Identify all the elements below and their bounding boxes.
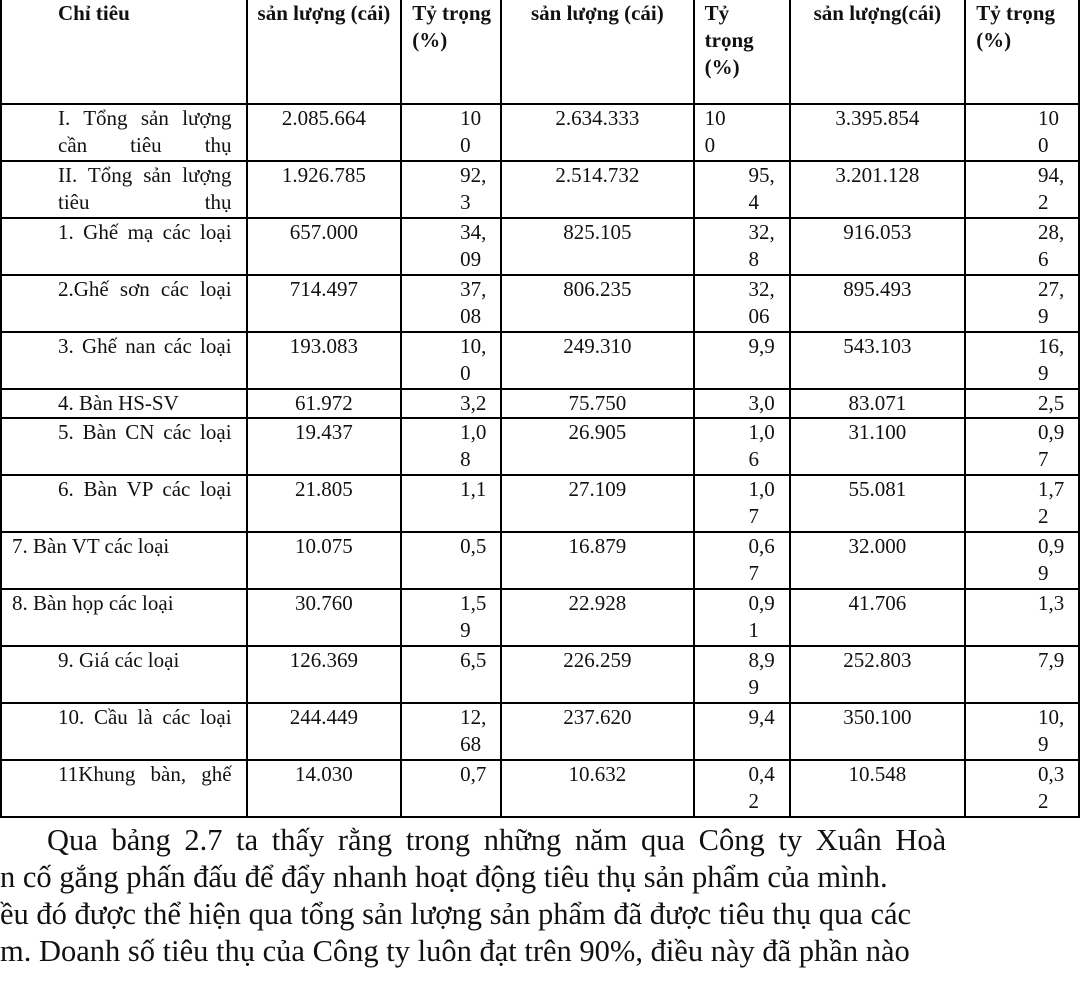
row-pct-1-cell: 1,1 [401,475,501,532]
row-qty-1-cell: 14.030 [247,760,402,817]
header-pct-1: Tỷ trọng (%) [401,0,501,104]
table-header-row [1,0,1079,104]
row-name-cell: 7. Bàn VT các loại [1,532,247,589]
body-paragraph [0,822,1080,990]
row-qty-1-cell: 244.449 [247,703,402,760]
row-pct-3-cell: 10,9 [965,703,1079,760]
row-name-cell: 6. Bàn VP các loại [1,475,247,532]
table-row [1,332,1079,389]
table-row [1,161,1079,218]
row-name-cell: 3. Ghế nan các loại [1,332,247,389]
row-qty-2-cell: 26.905 [501,418,694,475]
row-qty-1-cell: 714.497 [247,275,402,332]
row-qty-2-cell: 2.514.732 [501,161,694,218]
row-name-cell: II. Tổng sản lượng tiêu thụ [1,161,247,218]
row-qty-1-cell: 657.000 [247,218,402,275]
row-qty-2-cell: 226.259 [501,646,694,703]
row-qty-3-cell: 252.803 [790,646,966,703]
row-qty-3-cell: 916.053 [790,218,966,275]
row-qty-2-cell: 16.879 [501,532,694,589]
row-pct-1-cell: 92,3 [401,161,501,218]
row-name-cell: I. Tổng sản lượng cần tiêu thụ [1,104,247,161]
row-name-cell: 11Khung bàn, ghế [1,760,247,817]
row-pct-2-cell: 32,8 [694,218,790,275]
row-qty-3-cell: 10.548 [790,760,966,817]
row-name-cell: 1. Ghế mạ các loại [1,218,247,275]
row-pct-1-cell: 34,09 [401,218,501,275]
row-pct-2-cell: 1,06 [694,418,790,475]
row-qty-1-cell: 21.805 [247,475,402,532]
row-qty-2-cell: 249.310 [501,332,694,389]
table-row [1,389,1079,418]
row-pct-2-cell: 8,99 [694,646,790,703]
row-qty-1-cell: 19.437 [247,418,402,475]
row-pct-1-cell: 6,5 [401,646,501,703]
row-pct-1-cell: 10,0 [401,332,501,389]
row-name-cell: 8. Bàn họp các loại [1,589,247,646]
row-qty-3-cell: 3.201.128 [790,161,966,218]
row-qty-3-cell: 895.493 [790,275,966,332]
row-pct-3-cell: 0,99 [965,532,1079,589]
row-qty-2-cell: 22.928 [501,589,694,646]
paragraph-line-1: Qua bảng 2.7 ta thấy rằng trong những năm qua Công ty Xuân Hoà [47,823,947,857]
header-pct-2: Tỷ trọng (%) [694,0,790,104]
header-qty-1: sản lượng (cái) [247,0,402,104]
row-qty-2-cell: 2.634.333 [501,104,694,161]
row-qty-1-cell: 61.972 [247,389,402,418]
row-name-cell: 10. Cầu là các loại [1,703,247,760]
table-row [1,760,1079,817]
row-pct-3-cell: 2,5 [965,389,1079,418]
row-pct-2-cell: 9,9 [694,332,790,389]
row-pct-1-cell: 1,08 [401,418,501,475]
row-pct-1-cell: 37,08 [401,275,501,332]
table-row [1,475,1079,532]
row-qty-3-cell: 31.100 [790,418,966,475]
row-qty-3-cell: 55.081 [790,475,966,532]
row-name-cell: 2.Ghế sơn các loại [1,275,247,332]
row-pct-3-cell: 16,9 [965,332,1079,389]
table-row [1,218,1079,275]
row-qty-1-cell: 30.760 [247,589,402,646]
row-qty-1-cell: 1.926.785 [247,161,402,218]
row-qty-1-cell: 126.369 [247,646,402,703]
header-indicator: Chỉ tiêu [1,0,247,104]
row-pct-1-cell: 0,5 [401,532,501,589]
row-pct-2-cell: 0,91 [694,589,790,646]
row-pct-3-cell: 28,6 [965,218,1079,275]
row-pct-2-cell: 0,42 [694,760,790,817]
row-pct-2-cell: 32,06 [694,275,790,332]
row-name-cell: 9. Giá các loại [1,646,247,703]
row-qty-2-cell: 237.620 [501,703,694,760]
row-qty-3-cell: 83.071 [790,389,966,418]
table-row [1,532,1079,589]
row-pct-3-cell: 100 [965,104,1079,161]
row-pct-1-cell: 0,7 [401,760,501,817]
paragraph-line-3: ều đó được thể hiện qua tổng sản lượng sản phẩm đã được tiêu thụ qua các [0,897,912,931]
row-qty-3-cell: 350.100 [790,703,966,760]
row-pct-3-cell: 1,72 [965,475,1079,532]
row-qty-3-cell: 3.395.854 [790,104,966,161]
header-qty-3: sản lượng(cái) [790,0,966,104]
paragraph-line-2: n cố gắng phấn đấu để đẩy nhanh hoạt động tiêu thụ sản phẩm của mình. [0,860,888,894]
row-pct-2-cell: 0,67 [694,532,790,589]
row-pct-1-cell: 100 [401,104,501,161]
row-qty-1-cell: 10.075 [247,532,402,589]
paragraph-line-4: m. Doanh số tiêu thụ của Công ty luôn đạt trên 90%, điều này đã phần nào [0,934,910,968]
row-pct-2-cell: 100 [694,104,790,161]
row-pct-1-cell: 3,2 [401,389,501,418]
row-pct-3-cell: 0,97 [965,418,1079,475]
row-pct-3-cell: 7,9 [965,646,1079,703]
row-qty-2-cell: 806.235 [501,275,694,332]
row-pct-3-cell: 94,2 [965,161,1079,218]
row-qty-2-cell: 825.105 [501,218,694,275]
row-qty-2-cell: 10.632 [501,760,694,817]
table-row [1,646,1079,703]
table-row [1,703,1079,760]
row-pct-3-cell: 27,9 [965,275,1079,332]
table-body [1,0,1079,817]
row-pct-1-cell: 12,68 [401,703,501,760]
row-qty-2-cell: 75.750 [501,389,694,418]
header-qty-2: sản lượng (cái) [501,0,694,104]
row-pct-2-cell: 3,0 [694,389,790,418]
row-name-cell: 5. Bàn CN các loại [1,418,247,475]
table-row [1,104,1079,161]
row-qty-1-cell: 193.083 [247,332,402,389]
row-qty-3-cell: 41.706 [790,589,966,646]
header-pct-3: Tỷ trọng (%) [965,0,1079,104]
row-pct-3-cell: 1,3 [965,589,1079,646]
row-pct-1-cell: 1,59 [401,589,501,646]
row-qty-1-cell: 2.085.664 [247,104,402,161]
row-qty-3-cell: 32.000 [790,532,966,589]
table-row [1,275,1079,332]
row-pct-2-cell: 9,4 [694,703,790,760]
row-qty-3-cell: 543.103 [790,332,966,389]
row-qty-2-cell: 27.109 [501,475,694,532]
row-pct-2-cell: 1,07 [694,475,790,532]
row-name-cell: 4. Bàn HS-SV [1,389,247,418]
row-pct-2-cell: 95,4 [694,161,790,218]
table-row [1,418,1079,475]
row-pct-3-cell: 0,32 [965,760,1079,817]
table-row [1,589,1079,646]
